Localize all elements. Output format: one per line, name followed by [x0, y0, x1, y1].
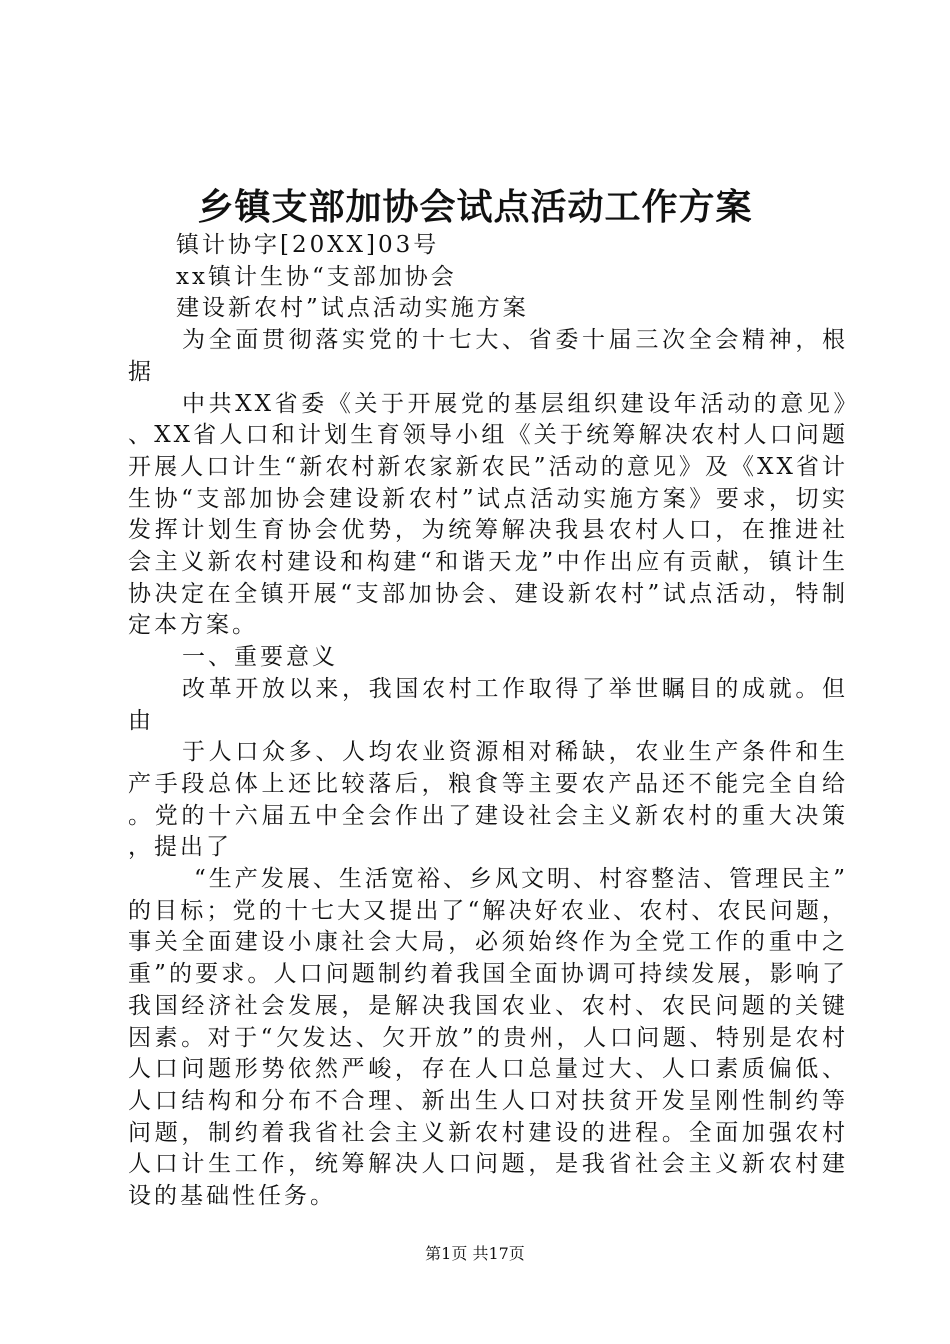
document-body [128, 230, 848, 1213]
paragraph-basis: 中共XX省委《关于开展党的基层组织建设年活动的意见》、XX省人口和计划生育领导小组《关于统筹解决农村人口问题开展人口计生“新农村新农家新农民”活动的意见》及《XX省计生协“支部加协会建设新农村”试点活动实施方案》要求，切实发挥计划生育协会优势，为统筹解决我县农村人口，在推进社会主义新农村建设和构建“和谐天龙”中作出应有贡献，镇计生协决定在全镇开展“支部加协会、建设新农村”试点活动，特制定本方案。 [128, 390, 848, 639]
doc-number: 镇计协字[20XX]03号 [176, 232, 440, 258]
paragraph-goals: “生产发展、生活宽裕、乡风文明、村容整洁、管理民主”的目标；党的十七大又提出了“解决好农业、农村、农民问题，事关全面建设小康社会大局，必须始终作为全党工作的重中之重”的要求。人口问题制约着我国全面协调可持续发展，影响了我国经济社会发展，是解决我国农业、农村、农民问题的关键因素。对于“欠发达、欠开放”的贵州，人口问题、特别是农村人口问题形势依然严峻，存在人口总量过大、人口素质偏低、人口结构和分布不合理、新出生人口对扶贫开发呈刚性制约等问题，制约着我省社会主义新农村建设的进程。全面加强农村人口计生工作，统筹解决人口问题，是我省社会主义新农村建设的基础性任务。 [128, 866, 848, 1210]
page-number-footer: 第1页 共17页 [425, 1244, 525, 1263]
section-heading-1: 一、重要意义 [182, 644, 338, 671]
paragraph-population: 于人口众多、人均农业资源相对稀缺，农业生产条件和生产手段总体上还比较落后，粮食等主要农产品还不能完全自给。党的十六届五中全会作出了建设社会主义新农村的重大决策，提出了 [128, 739, 848, 861]
subtitle-line-2: 建设新农村”试点活动实施方案 [176, 295, 529, 322]
document-title: 乡镇支部加协会试点活动工作方案 [197, 186, 753, 228]
paragraph-reform: 改革开放以来，我国农村工作取得了举世瞩目的成就。但由 [128, 675, 848, 734]
subtitle-line-1: xx镇计生协“支部加协会 [176, 263, 457, 290]
paragraph-intro: 为全面贯彻落实党的十七大、省委十届三次全会精神，根据 [128, 327, 848, 385]
